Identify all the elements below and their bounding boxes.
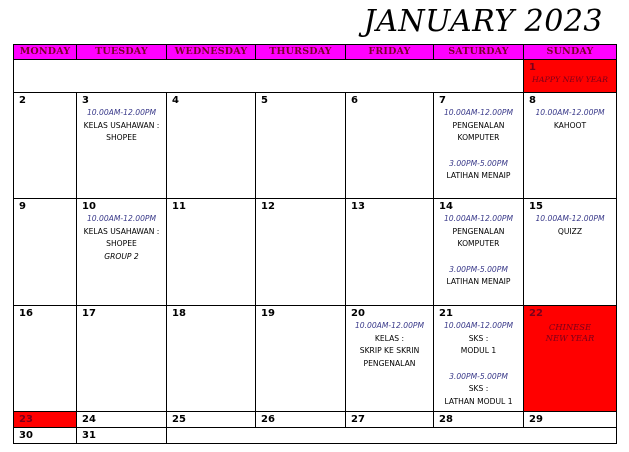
weekday-thursday: THURSDAY bbox=[256, 45, 346, 60]
event-text: QUIZZ bbox=[557, 226, 583, 236]
day-cell-1 bbox=[524, 60, 617, 93]
event-text: SHOPEE bbox=[106, 239, 137, 249]
event-text: KELAS USAHAWAN : bbox=[83, 226, 160, 236]
event-text: LATIHAN MENAIP bbox=[446, 171, 511, 181]
day-cell-10 bbox=[77, 199, 167, 306]
spacer bbox=[434, 145, 523, 158]
day-number: 24 bbox=[82, 414, 96, 425]
day-number: 17 bbox=[82, 308, 96, 319]
event-text: SKRIP KE SKRIN bbox=[359, 346, 420, 356]
day-cell-26 bbox=[256, 412, 346, 428]
event-text: KOMPUTER bbox=[457, 239, 500, 249]
day-number: 10 bbox=[82, 201, 96, 212]
day-cell-17 bbox=[77, 306, 167, 412]
day-number: 6 bbox=[351, 95, 358, 106]
day-number: 8 bbox=[529, 95, 536, 106]
day-cell-25 bbox=[167, 412, 256, 428]
day-cell-30 bbox=[14, 428, 77, 444]
day-cell-9 bbox=[14, 199, 77, 306]
weekday-saturday: SATURDAY bbox=[434, 45, 524, 60]
day-number: 30 bbox=[19, 430, 33, 441]
day-number: 16 bbox=[19, 308, 33, 319]
day-cell-3 bbox=[77, 93, 167, 199]
day-cell-21 bbox=[434, 306, 524, 412]
event-text: LATHAN MODUL 1 bbox=[444, 396, 513, 406]
empty-cell bbox=[14, 60, 524, 93]
day-cell-23 bbox=[14, 412, 77, 428]
empty-cell bbox=[167, 428, 617, 444]
event-text: KELAS : bbox=[374, 333, 405, 343]
day-number: 14 bbox=[439, 201, 453, 212]
event-text: GROUP 2 bbox=[104, 251, 139, 261]
event-text: PENGENALAN bbox=[363, 358, 416, 368]
day-cell-19 bbox=[256, 306, 346, 412]
day-number: 9 bbox=[19, 201, 26, 212]
day-number: 11 bbox=[172, 201, 186, 212]
day-cell-5 bbox=[256, 93, 346, 199]
event-time: 3.00PM-5.00PM bbox=[449, 371, 508, 381]
day-number: 27 bbox=[351, 414, 365, 425]
weekday-tuesday: TUESDAY bbox=[77, 45, 167, 60]
calendar-grid bbox=[13, 44, 617, 444]
day-number: 18 bbox=[172, 308, 186, 319]
day-number: 7 bbox=[439, 95, 446, 106]
event-text: SKS : bbox=[468, 333, 489, 343]
day-cell-29 bbox=[524, 412, 617, 428]
day-cell-24 bbox=[77, 412, 167, 428]
day-number: 15 bbox=[529, 201, 543, 212]
day-cell-4 bbox=[167, 93, 256, 199]
event-time: 10.00AM-12.00PM bbox=[86, 214, 157, 223]
event-text: MODUL 1 bbox=[460, 346, 497, 356]
day-cell-31 bbox=[77, 428, 167, 444]
spacer bbox=[434, 251, 523, 264]
day-cell-11 bbox=[167, 199, 256, 306]
day-number: 31 bbox=[82, 430, 96, 441]
weekday-header-row bbox=[14, 45, 617, 60]
event-text: KOMPUTER bbox=[457, 133, 500, 143]
event-time: 10.00AM-12.00PM bbox=[86, 108, 157, 117]
day-number: 29 bbox=[529, 414, 543, 425]
day-cell-27 bbox=[346, 412, 434, 428]
day-cell-12 bbox=[256, 199, 346, 306]
day-cell-7 bbox=[434, 93, 524, 199]
event-text: SHOPEE bbox=[106, 133, 137, 143]
day-number: 1 bbox=[529, 62, 536, 73]
weekday-monday: MONDAY bbox=[14, 45, 77, 60]
day-number: 5 bbox=[261, 95, 268, 106]
event-time: 10.00AM-12.00PM bbox=[443, 321, 514, 330]
day-cell-8 bbox=[524, 93, 617, 199]
day-number: 22 bbox=[529, 308, 543, 319]
day-number: 2 bbox=[19, 95, 26, 106]
day-number: 23 bbox=[19, 414, 33, 425]
day-number: 19 bbox=[261, 308, 275, 319]
week-row-4 bbox=[14, 306, 617, 412]
calendar-title: JANUARY 2023 bbox=[363, 4, 603, 39]
day-cell-20 bbox=[346, 306, 434, 412]
day-cell-2 bbox=[14, 93, 77, 199]
event-text: PENGENALAN bbox=[452, 120, 505, 130]
event-time: 10.00AM-12.00PM bbox=[443, 108, 514, 117]
spacer bbox=[434, 358, 523, 371]
week-row-2 bbox=[14, 93, 617, 199]
day-number: 12 bbox=[261, 201, 275, 212]
day-cell-18 bbox=[167, 306, 256, 412]
day-number: 25 bbox=[172, 414, 186, 425]
event-time: 10.00AM-12.00PM bbox=[354, 321, 425, 330]
day-cell-16 bbox=[14, 306, 77, 412]
day-number: 4 bbox=[172, 95, 179, 106]
day-cell-13 bbox=[346, 199, 434, 306]
day-cell-22 bbox=[524, 306, 617, 412]
holiday-label: CHINESE bbox=[548, 322, 592, 332]
event-time: 3.00PM-5.00PM bbox=[449, 264, 508, 274]
day-cell-6 bbox=[346, 93, 434, 199]
event-text: PENGENALAN bbox=[452, 226, 505, 236]
day-cell-15 bbox=[524, 199, 617, 306]
day-number: 3 bbox=[82, 95, 89, 106]
day-cell-28 bbox=[434, 412, 524, 428]
event-time: 3.00PM-5.00PM bbox=[449, 158, 508, 168]
day-number: 20 bbox=[351, 308, 365, 319]
holiday-label: HAPPY NEW YEAR bbox=[532, 75, 608, 84]
event-time: 10.00AM-12.00PM bbox=[535, 214, 605, 223]
day-number: 13 bbox=[351, 201, 365, 212]
weekday-friday: FRIDAY bbox=[346, 45, 434, 60]
event-text: SKS : bbox=[468, 384, 489, 394]
week-row-6 bbox=[14, 428, 617, 444]
holiday-label: NEW YEAR bbox=[545, 333, 595, 343]
week-row-5 bbox=[14, 412, 617, 428]
day-number: 28 bbox=[439, 414, 453, 425]
event-time: 10.00AM-12.00PM bbox=[535, 108, 605, 117]
event-time: 10.00AM-12.00PM bbox=[443, 214, 514, 223]
day-cell-14 bbox=[434, 199, 524, 306]
day-number: 26 bbox=[261, 414, 275, 425]
week-row-3 bbox=[14, 199, 617, 306]
weekday-sunday: SUNDAY bbox=[524, 45, 617, 60]
event-text: KELAS USAHAWAN : bbox=[83, 120, 160, 130]
day-number: 21 bbox=[439, 308, 453, 319]
weekday-wednesday: WEDNESDAY bbox=[167, 45, 256, 60]
event-text: LATIHAN MENAIP bbox=[446, 277, 511, 287]
event-text: KAHOOT bbox=[553, 120, 587, 130]
week-row-1 bbox=[14, 60, 617, 93]
